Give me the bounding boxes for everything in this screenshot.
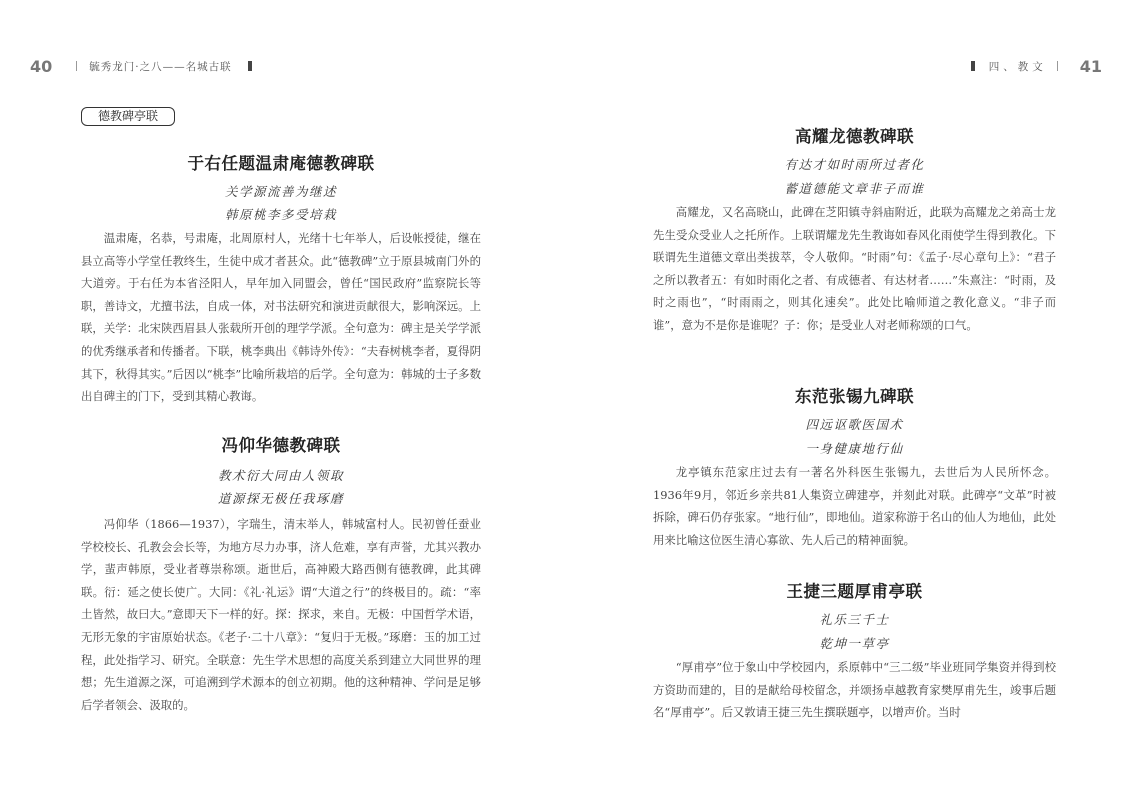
article-body: 冯仰华（1866—1937），字瑞生，清末举人，韩城富村人。民初曾任蚕业学校校长、孔教会会长等，为地方尽力办事，济人危难，享有声誉，尤其兴教办学，蜚声韩原，受业者尊崇称颂。逝世后，高神殿大路西侧有德教碑，此其碑联。衍：延之使长使广。大同：《礼·礼运》谓“大道之行”的终极目的。疏：“率土皆然，故曰大。”意即天下一样的好。探：探求，来自。无极：中国哲学术语，无形无象的宇宙原始状态。《老子·二十八章》：“复归于无极。”琢磨：玉的加工过程，此处指学习、研究。全联意：先生学术思想的高度关系到建立大同世界的理想；先生道源之深，可追溯到学术源本的创立初期。他的这种精神、学问是足够后学者领会、汲取的。 (81, 517, 481, 712)
couplet-lower: 蓄道德能文章非子而谁 (784, 181, 925, 196)
header-marker (971, 61, 975, 71)
couplet-lower: 乾坤一草亭 (819, 636, 890, 651)
right-header-title: 四、教文 (988, 60, 1047, 73)
article-body: “厚甫亭”位于象山中学校园内，系原韩中“三二级”毕业班同学集资并得到校方资助而建的，目的是献给母校留念，并颂扬卓越教育家樊厚甫先生，竣事后题名“厚甫亭”。后又敦请王捷三先生撰联题亭，以增声价。当时 (653, 660, 1056, 720)
article-title: 王捷三题厚甫亭联 (786, 582, 923, 601)
article-title: 冯仰华德教碑联 (221, 436, 341, 455)
couplet-lower: 一身健康地行仙 (805, 441, 904, 456)
couplet-upper: 礼乐三千士 (819, 612, 890, 627)
couplet-upper: 有达才如时雨所过者化 (784, 157, 925, 172)
left-header-title: 毓秀龙门·之八——名城古联 (89, 60, 232, 73)
article-title: 高耀龙德教碑联 (795, 127, 914, 146)
couplet-lower: 韩原桃李多受培栽 (224, 207, 337, 222)
left-running-header (30, 55, 280, 77)
couplet-upper: 四远讴歌医国术 (805, 417, 904, 432)
article-yu-youren (81, 153, 481, 408)
article-body: 温肃庵，名恭，号肃庵，北周原村人，光绪十七年举人，后设帐授徒，继在县立高等小学堂任教终生，生徒中成才者甚众。此“德教碑”立于原县城南门外的大道旁。于右任为本省泾阳人，早年加入同盟会，曾任“国民政府”监察院长等职，善诗文，尤擅书法，自成一体，对书法研究和演进贡献很大，影响深远。上联，关学：北宋陕西眉县人张载所开创的理学学派。全句意为：碑主是关学学派的优秀继承者和传播者。下联，桃李典出《韩诗外传》：“夫春树桃李者，夏得阴其下，秋得其实。”后因以“桃李”比喻所栽培的后学。全句意为：韩城的士子多数出自碑主的门下，受到其精心教诲。 (81, 231, 481, 404)
right-running-header (962, 55, 1102, 77)
section-tag: 德教碑亭联 (81, 107, 175, 126)
right-page-number: 41 (1079, 56, 1102, 76)
article-title: 于右任题温肃庵德教碑联 (187, 154, 375, 173)
article-zhang-xijiu (653, 386, 1056, 551)
couplet-lower: 道源探无极任我琢磨 (217, 491, 344, 506)
article-wang-jiesan (653, 581, 1056, 724)
article-feng-yanghua (81, 435, 481, 716)
left-page-number: 40 (30, 56, 53, 76)
article-gao-yaolong (653, 126, 1056, 337)
header-separator (76, 61, 77, 71)
article-body: 龙亭镇东范家庄过去有一著名外科医生张锡九，去世后为人民所怀念。1936年9月，邻近乡亲共81人集资立碑建亭，并刻此对联。此碑亭“文革”时被拆除，碑石仍存张家。“地行仙”，即地仙。道家称游于名山的仙人为地仙，此处用来比喻这位医生清心寡欲、先人后己的精神面貌。 (653, 465, 1056, 547)
couplet-upper: 教术衍大同由人领取 (217, 468, 344, 483)
left-page (0, 0, 566, 799)
header-marker (248, 61, 252, 71)
article-body: 高耀龙，又名高晓山，此碑在芝阳镇寺斜庙附近，此联为高耀龙之弟高士龙先生受众受业人之托所作。上联谓耀龙先生教诲如春风化雨使学生得到教化。下联谓先生道德文章出类拔萃，令人敬仰。“时雨”句：《孟子·尽心章句上》：“君子之所以教者五：有如时雨化之者、有成德者、有达材者……”朱熹注：“时雨，及时之雨也”，“时雨雨之，则其化速矣”。此处比喻师道之教化意义。“非子而谁”，意为不是你是谁呢？子：你；是受业人对老师称颂的口气。 (653, 205, 1056, 332)
couplet-upper: 关学源流善为继述 (224, 184, 337, 199)
header-separator (1057, 61, 1058, 71)
article-title: 东范张锡九碑联 (795, 387, 914, 406)
